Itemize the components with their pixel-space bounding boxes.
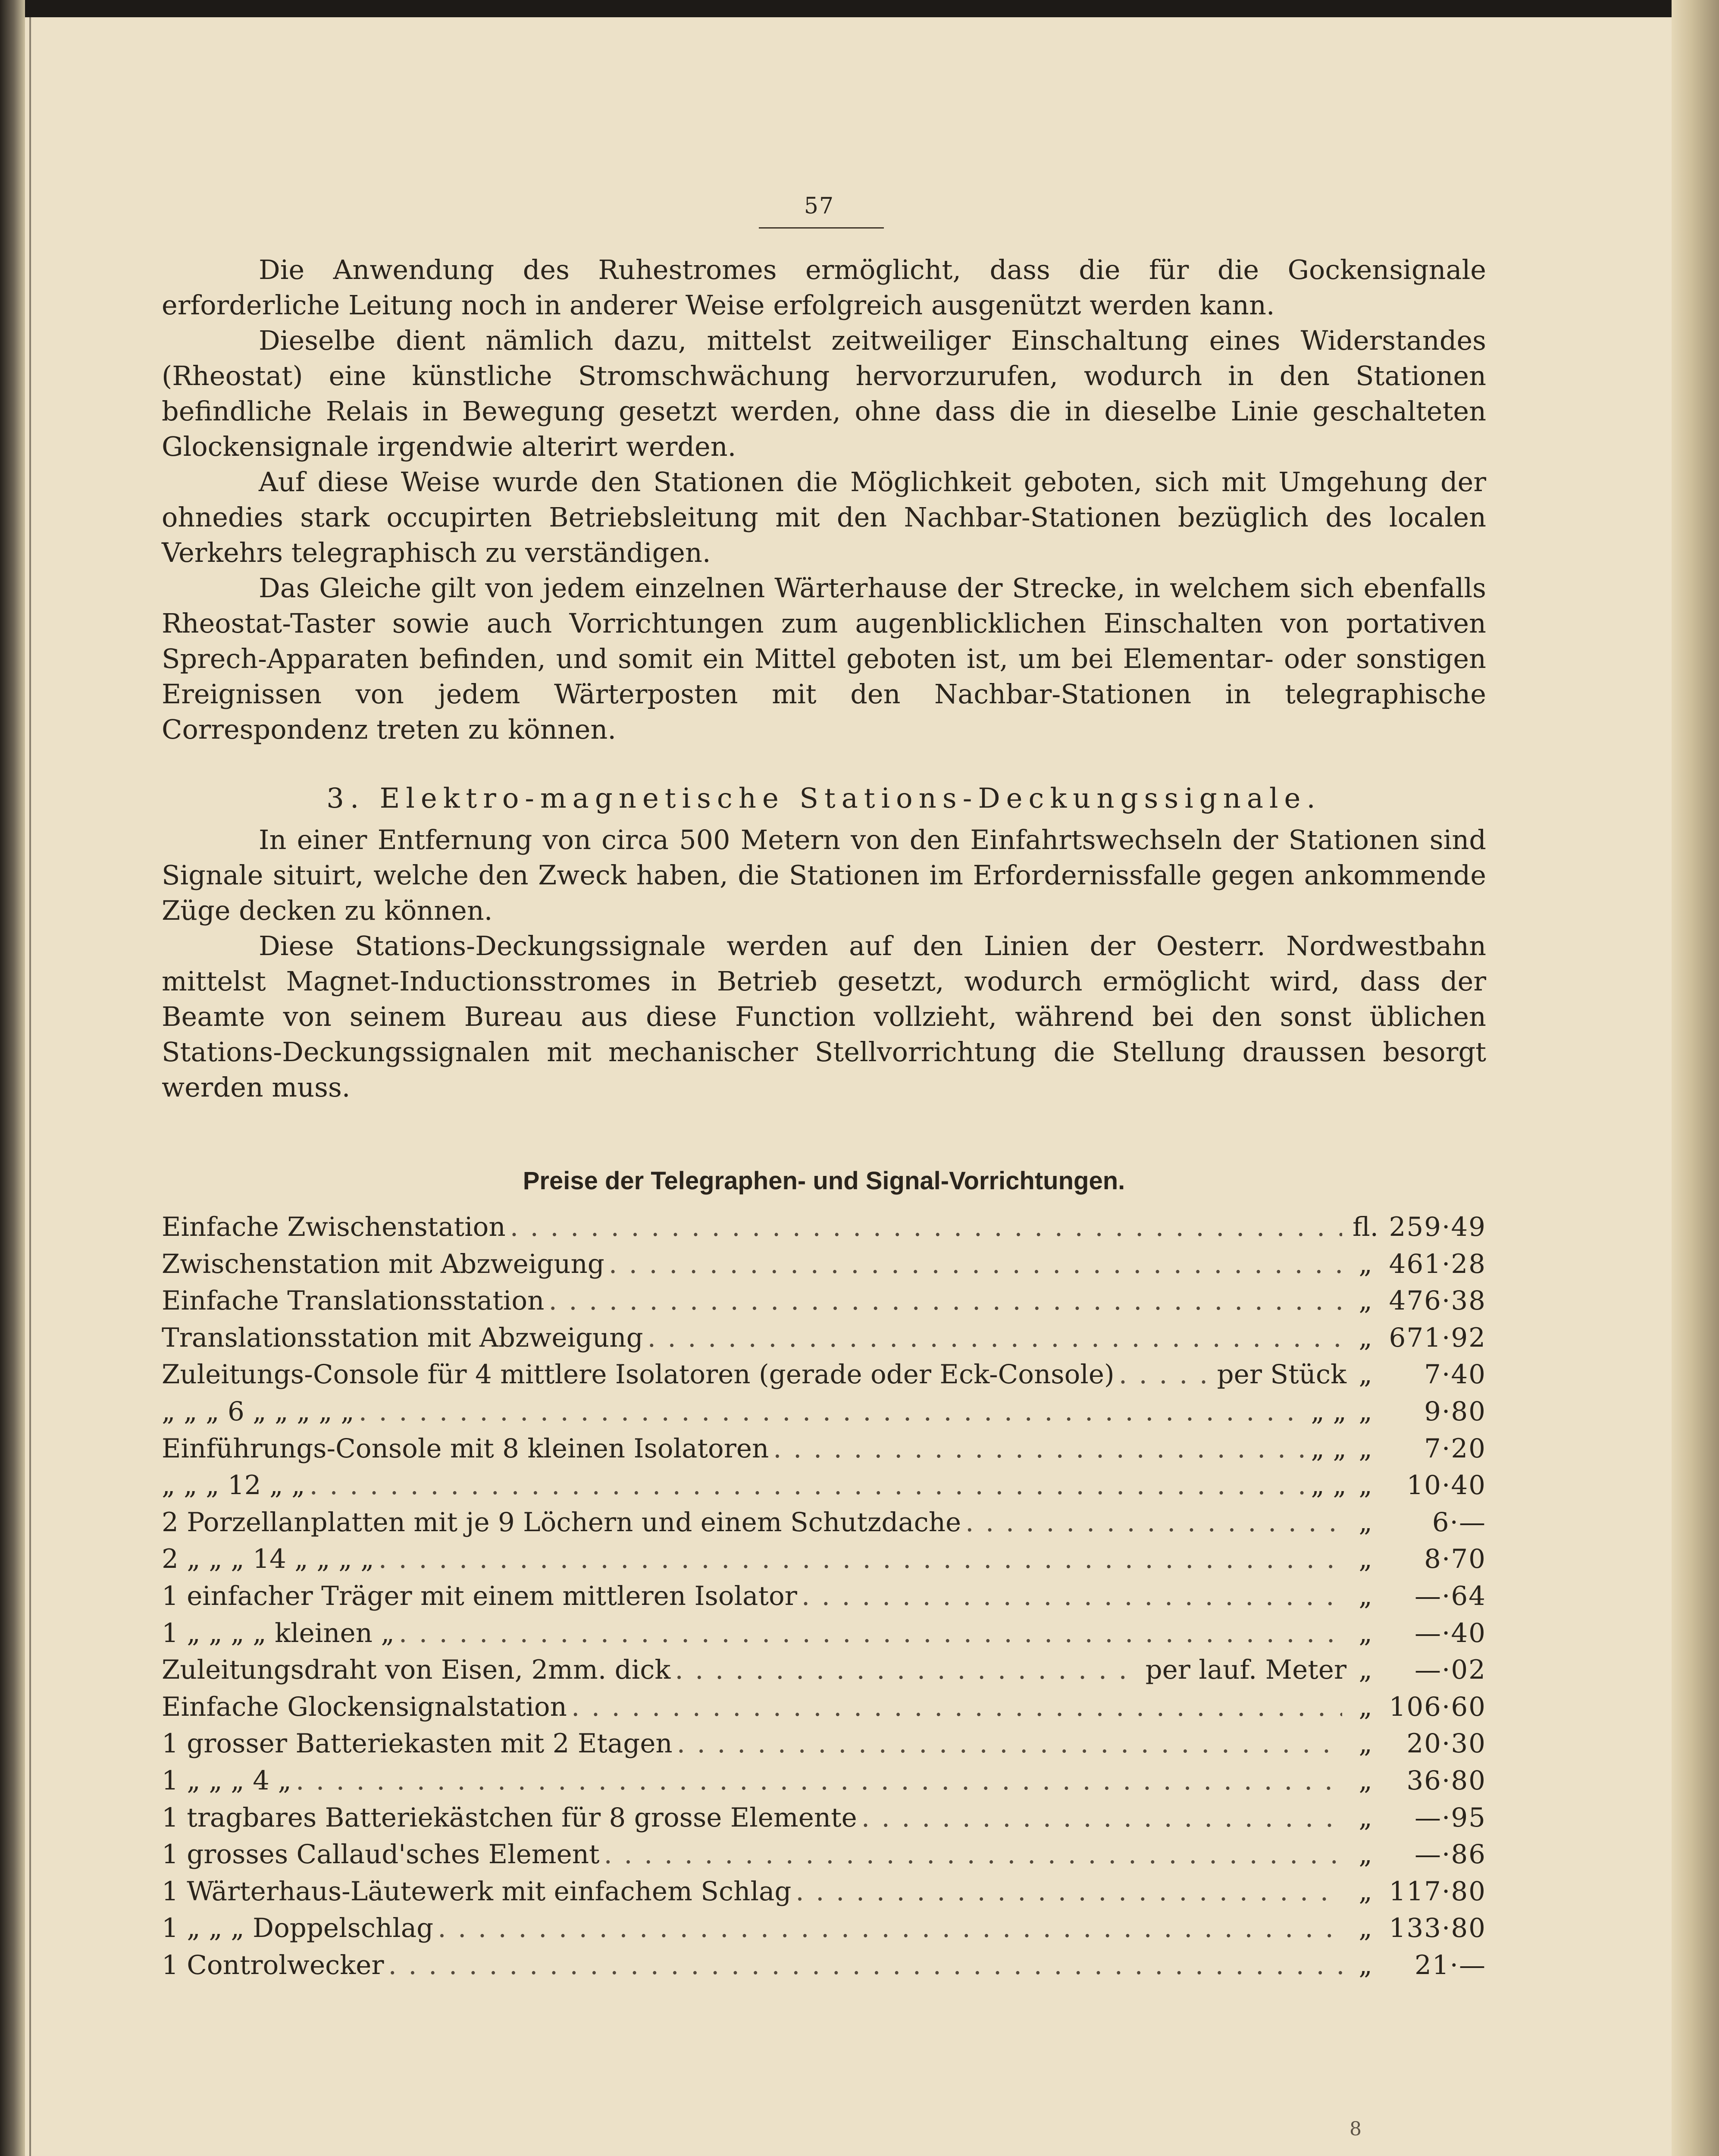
page-number-rule xyxy=(759,227,884,229)
item-label: 1 „ „ „ Doppelschlag xyxy=(162,1913,434,1944)
leader-dots xyxy=(438,1913,1342,1943)
leader-dots xyxy=(1119,1359,1213,1390)
leader-dots xyxy=(359,1396,1307,1427)
ditto-mark: „ xyxy=(1359,1580,1372,1611)
price-row xyxy=(162,1802,1486,1839)
item-price: 36·80 xyxy=(1406,1765,1486,1796)
item-price: 476·38 xyxy=(1389,1285,1486,1316)
leader-dots xyxy=(310,1470,1307,1501)
price-row xyxy=(162,1618,1486,1655)
leader-dots xyxy=(609,1249,1342,1279)
ditto-mark: „ xyxy=(1359,1359,1372,1390)
item-price: 6·— xyxy=(1432,1507,1486,1538)
leader-dots xyxy=(795,1876,1342,1907)
price-row xyxy=(162,1581,1486,1618)
item-label: 1 tragbares Batteriekästchen für 8 grosse Elemente xyxy=(162,1802,857,1833)
price-row xyxy=(162,1359,1486,1396)
item-label: Einfache Translationsstation xyxy=(162,1285,545,1316)
ditto-mark: „ xyxy=(1359,1949,1372,1981)
ditto-mark: „ xyxy=(1359,1655,1372,1686)
ditto-mark: „ xyxy=(1359,1322,1372,1353)
leader-dots xyxy=(510,1212,1342,1242)
item-label: Zuleitungsdraht von Eisen, 2mm. dick xyxy=(162,1655,671,1686)
item-label: 1 einfacher Träger mit einem mittleren Isolator xyxy=(162,1580,797,1611)
leader-dots xyxy=(677,1728,1342,1759)
item-label: 2 Porzellanplatten mit je 9 Löchern und einem Schutzdache xyxy=(162,1507,961,1538)
item-label: Einführungs-Console mit 8 kleinen Isolatoren xyxy=(162,1433,769,1464)
item-price: 133·80 xyxy=(1389,1913,1486,1944)
ditto-mark: „ xyxy=(1359,1285,1372,1316)
leader-dots xyxy=(388,1950,1343,1981)
price-row xyxy=(162,1507,1486,1544)
leader-dots xyxy=(965,1507,1342,1538)
item-unit: „ „ xyxy=(1311,1396,1346,1427)
ditto-mark: „ xyxy=(1359,1728,1372,1759)
ditto-mark: „ xyxy=(1359,1839,1372,1870)
price-row xyxy=(162,1655,1486,1692)
item-label: „ „ „ 6 „ „ „ „ „ xyxy=(162,1396,354,1427)
ditto-mark: „ xyxy=(1359,1433,1372,1464)
paragraph: Dieselbe dient nämlich dazu, mittelst zeitweiliger Einschaltung eines Widerstandes (Rheostat) eine künstliche Stromschwächung hervorzurufen, wodurch in den Stationen befindliche Relais in Bewegung gesetzt werden, ohne dass die in dieselbe Linie geschalteten Glockensignale irgendwie alterirt werden. xyxy=(162,325,1486,462)
item-price: 20·30 xyxy=(1406,1728,1486,1759)
currency-mark: fl. xyxy=(1353,1212,1379,1242)
ditto-mark: „ xyxy=(1359,1396,1372,1427)
price-row xyxy=(162,1950,1486,1987)
leader-dots xyxy=(296,1765,1342,1796)
ditto-mark: „ xyxy=(1359,1913,1372,1944)
price-row xyxy=(162,1212,1486,1249)
price-row xyxy=(162,1249,1486,1286)
leader-dots xyxy=(675,1655,1141,1685)
price-row xyxy=(162,1913,1486,1950)
item-label: Einfache Glockensignalstation xyxy=(162,1691,567,1722)
price-row xyxy=(162,1285,1486,1322)
ditto-mark: „ xyxy=(1359,1802,1372,1833)
paragraph: Das Gleiche gilt von jedem einzelnen Wärterhause der Strecke, in welchem sich ebenfalls Rheostat-Taster sowie auch Vorrichtungen zum augenblicklichen Einschalten von portativen Sprech-Apparaten befinden, und somit ein Mittel geboten ist, um bei Elementar- oder sonstigen Ereignissen von jedem Wärterposten mit den Nachbar-Stationen in telegraphische Correspondenz treten zu können. xyxy=(162,572,1486,745)
item-label: Zuleitungs-Console für 4 mittlere Isolatoren (gerade oder Eck-Console) xyxy=(162,1359,1115,1390)
item-price: 461·28 xyxy=(1389,1248,1486,1279)
leader-dots xyxy=(604,1839,1343,1870)
leader-dots xyxy=(773,1433,1306,1464)
leader-dots xyxy=(379,1544,1342,1574)
item-unit: per Stück xyxy=(1217,1359,1346,1390)
leader-dots xyxy=(648,1322,1342,1353)
price-row xyxy=(162,1322,1486,1360)
item-label: 1 „ „ „ „ kleinen „ xyxy=(162,1617,395,1648)
ditto-mark: „ xyxy=(1359,1544,1372,1575)
item-unit: per lauf. Meter xyxy=(1145,1655,1346,1686)
signature-mark: 8 xyxy=(1350,2118,1362,2140)
price-row xyxy=(162,1765,1486,1802)
price-list-heading: Preise der Telegraphen- und Signal-Vorrichtungen. xyxy=(523,1167,1125,1195)
item-label: 1 grosses Callaud'sches Element xyxy=(162,1839,600,1870)
item-price: —·40 xyxy=(1414,1617,1486,1648)
page-number: 57 xyxy=(804,193,835,219)
item-price: 21·— xyxy=(1414,1949,1486,1981)
page-stack-edge xyxy=(1672,0,1719,2156)
price-row xyxy=(162,1470,1486,1507)
gutter-line xyxy=(29,17,31,2156)
section-title: 3. Elektro-magnetische Stations-Deckungssignale. xyxy=(326,783,1321,815)
item-label: 1 Wärterhaus-Läutewerk mit einfachem Schlag xyxy=(162,1876,792,1907)
item-label: Translationsstation mit Abzweigung xyxy=(162,1322,643,1353)
item-price: 7·20 xyxy=(1424,1433,1486,1464)
leader-dots xyxy=(571,1692,1342,1722)
item-price: 259·49 xyxy=(1389,1212,1486,1242)
price-row xyxy=(162,1728,1486,1765)
paragraph: Die Anwendung des Ruhestromes ermöglicht, dass die für die Gockensignale erforderliche Leitung noch in anderer Weise erfolgreich ausgenützt werden kann. xyxy=(162,254,1486,321)
item-label: 1 Controlwecker xyxy=(162,1949,384,1981)
item-price: 8·70 xyxy=(1424,1544,1486,1575)
item-label: 1 „ „ „ 4 „ xyxy=(162,1765,291,1796)
item-unit: „ „ xyxy=(1311,1433,1346,1464)
price-row xyxy=(162,1839,1486,1876)
leader-dots xyxy=(548,1285,1342,1316)
item-price: 671·92 xyxy=(1389,1322,1486,1353)
price-row xyxy=(162,1544,1486,1581)
ditto-mark: „ xyxy=(1359,1248,1372,1279)
item-label: „ „ „ 12 „ „ xyxy=(162,1470,305,1501)
leader-dots xyxy=(399,1618,1342,1648)
ditto-mark: „ xyxy=(1359,1691,1372,1722)
item-label: 2 „ „ „ 14 „ „ „ „ xyxy=(162,1544,374,1575)
item-price: 117·80 xyxy=(1389,1876,1486,1907)
price-list xyxy=(162,1212,1486,1987)
price-row xyxy=(162,1692,1486,1729)
leader-dots xyxy=(861,1802,1342,1833)
item-unit: „ „ xyxy=(1311,1470,1346,1501)
item-price: 9·80 xyxy=(1424,1396,1486,1427)
item-price: 10·40 xyxy=(1406,1470,1486,1501)
item-label: Zwischenstation mit Abzweigung xyxy=(162,1248,604,1279)
paragraph: In einer Entfernung von circa 500 Metern von den Einfahrtswechseln der Stationen sind Signale situirt, welche den Zweck haben, die Stationen im Erfordernissfalle gegen ankommende Züge decken zu können. xyxy=(162,824,1486,926)
item-price: —·86 xyxy=(1414,1839,1486,1870)
page-edge-top xyxy=(0,0,1719,17)
item-price: —·95 xyxy=(1414,1802,1486,1833)
item-price: —·02 xyxy=(1414,1655,1486,1686)
binding-edge xyxy=(0,0,25,2156)
ditto-mark: „ xyxy=(1359,1507,1372,1538)
item-label: 1 grosser Batteriekasten mit 2 Etagen xyxy=(162,1728,673,1759)
item-price: 106·60 xyxy=(1389,1691,1486,1722)
ditto-mark: „ xyxy=(1359,1765,1372,1796)
ditto-mark: „ xyxy=(1359,1617,1372,1648)
ditto-mark: „ xyxy=(1359,1876,1372,1907)
price-row xyxy=(162,1433,1486,1470)
price-row xyxy=(162,1876,1486,1913)
ditto-mark: „ xyxy=(1359,1470,1372,1501)
leader-dots xyxy=(802,1581,1342,1611)
paragraph: Diese Stations-Deckungssignale werden auf den Linien der Oesterr. Nordwestbahn mittelst Magnet-Inductionsstromes in Betrieb gesetzt, wodurch ermöglicht wird, dass der Beamte von seinem Bureau aus diese Function vollzieht, während bei den sonst üblichen Stations-Deckungssignalen mit mechanischer Stellvorrichtung die Stellung draussen besorgt werden muss. xyxy=(162,930,1486,1103)
paragraph: Auf diese Weise wurde den Stationen die Möglichkeit geboten, sich mit Umgehung der ohnedies stark occupirten Betriebsleitung mit den Nachbar-Stationen bezüglich des localen Verkehrs telegraphisch zu verständigen. xyxy=(162,466,1486,568)
item-label: Einfache Zwischenstation xyxy=(162,1212,506,1242)
price-row xyxy=(162,1396,1486,1433)
item-price: —·64 xyxy=(1414,1580,1486,1611)
item-price: 7·40 xyxy=(1424,1359,1486,1390)
body-text xyxy=(162,252,1486,1105)
